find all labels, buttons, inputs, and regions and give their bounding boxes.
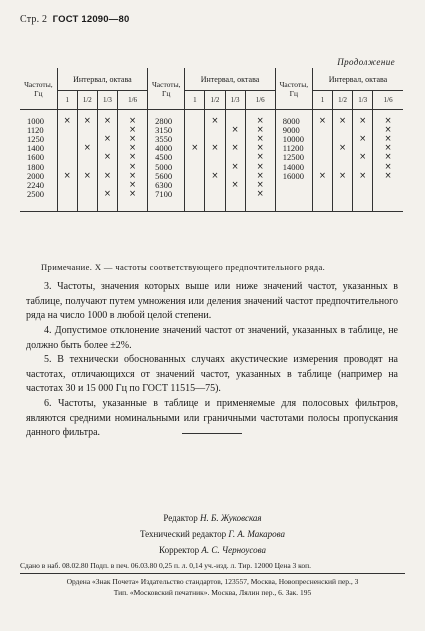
preferred-mark: × [97,172,117,181]
column-header-frequency: Частоты, Гц [20,68,57,110]
preferred-mark [57,144,77,153]
column-header-subinterval: 1/3 [225,91,245,110]
column-header-subinterval: 1/3 [97,91,117,110]
preferred-mark [205,153,225,162]
column-header-subinterval: 1 [57,91,77,110]
frequency-value: 12500 [275,153,312,162]
preferred-mark [57,135,77,144]
column-header-subinterval: 1/6 [245,91,275,110]
preferred-mark: × [373,126,403,135]
page-header [20,14,405,25]
table-continuation-label: Продолжение [337,57,395,67]
preferred-mark: × [373,144,403,153]
preferred-mark [77,190,97,199]
frequency-value: 3150 [148,126,185,135]
preferred-mark: × [245,162,275,171]
preferred-mark: × [373,153,403,162]
table-row [20,126,403,135]
credits-block [0,510,425,558]
preferred-mark: × [225,181,245,190]
preferred-mark: × [353,172,373,181]
frequency-value: 16000 [275,172,312,181]
preferred-mark: × [353,153,373,162]
preferred-mark: × [245,190,275,199]
table-note: Примечание. Х — частоты соответствующего предпочтительного ряда. [41,262,326,272]
preferred-mark: × [117,190,147,199]
preferred-mark [77,181,97,190]
column-header-subinterval: 1 [312,91,332,110]
preferred-mark [185,126,205,135]
preferred-mark: × [225,144,245,153]
paragraph-6: 6. Частоты, указанные в таблице и применяемые для полосовых фильтров, являются средними номинальными или граничными частотами полосы пропускания данного фильтра. [26,398,398,438]
column-header-subinterval: 1/6 [373,91,403,110]
column-header-subinterval: 1/2 [205,91,225,110]
frequency-value: 14000 [275,162,312,171]
paragraph-3: 3. Частоты, значения которых выше или ниже значений частот, указанных в таблице, получают путем умножения или деления значений частот предпочтительного ряда на число 1000 в любой целой степени. [26,281,398,321]
preferred-mark: × [245,153,275,162]
preferred-mark [312,181,332,190]
preferred-mark [185,117,205,126]
imprint-printer: Тип. «Московский печатник». Москва, Лялин пер., 6. Зак. 195 [113,588,312,597]
frequency-value: 1600 [27,152,44,163]
preferred-mark: × [77,144,97,153]
preferred-mark [77,153,97,162]
preferred-mark: × [77,172,97,181]
preferred-mark: × [117,117,147,126]
preferred-mark [333,126,353,135]
preferred-mark [225,190,245,199]
frequency-value: 2800 [148,117,185,126]
preferred-mark [185,153,205,162]
preferred-mark [312,126,332,135]
preferred-mark: × [205,172,225,181]
column-header-subinterval: 1/2 [77,91,97,110]
imprint-publisher: Ордена «Знак Почета» Издательство стандартов, 123557, Москва, Новопресненский пер., 3 [66,577,359,586]
preferred-mark: × [117,153,147,162]
frequency-value: 1120 [27,125,44,136]
table-row [20,153,403,162]
preferred-mark [353,190,373,199]
preferred-mark [57,126,77,135]
column-header-interval: Интервал, октава [57,68,147,91]
preferred-mark: × [117,144,147,153]
preferred-mark [312,135,332,144]
frequency-value: 1250 [27,134,44,145]
table-row [20,190,403,199]
preferred-mark: × [97,153,117,162]
standard-number: ГОСТ 12090—80 [52,14,130,25]
preferred-mark [185,181,205,190]
preferred-mark: × [245,181,275,190]
preferred-mark: × [205,144,225,153]
preferred-mark: × [373,117,403,126]
frequency-table [20,68,403,212]
preferred-mark: × [97,117,117,126]
preferred-mark: × [245,144,275,153]
frequency-value: 5000 [148,162,185,171]
table-row [20,144,403,153]
column-header-interval: Интервал, октава [185,68,275,91]
frequency-value: 9000 [275,126,312,135]
column-header-subinterval: 1/3 [353,91,373,110]
preferred-mark [185,172,205,181]
preferred-mark: × [312,172,332,181]
preferred-mark: × [117,181,147,190]
preferred-mark: × [97,135,117,144]
preferred-mark: × [225,126,245,135]
column-header-subinterval: 1 [185,91,205,110]
preferred-mark [373,190,403,199]
column-header-subinterval: 1/6 [117,91,147,110]
frequency-value [275,190,312,199]
frequency-value: 2500 [27,188,44,199]
preferred-mark [205,181,225,190]
preferred-mark: × [245,172,275,181]
preferred-mark: × [245,117,275,126]
frequency-value: 4500 [148,153,185,162]
table-row [20,117,403,126]
frequency-value: 1800 [27,161,44,172]
preferred-mark [185,190,205,199]
preferred-mark: × [205,117,225,126]
frequency-value: 2240 [27,179,44,190]
preferred-mark: × [117,135,147,144]
column-header-frequency: Частоты, Гц [275,68,312,110]
preferred-mark: × [57,172,77,181]
paragraph-4: 4. Допустимое отклонение значений частот от значений, указанных в таблице, не должно быть более ±2%. [26,325,398,351]
table-row [20,181,403,190]
preferred-mark: × [373,172,403,181]
section-divider [182,433,242,434]
preferred-mark: × [117,162,147,171]
frequency-value: 2000 [27,170,44,181]
preferred-mark [77,126,97,135]
preferred-mark [57,181,77,190]
preferred-mark [353,181,373,190]
frequency-value: 1400 [27,143,44,154]
tech-editor-line: Технический редактор Г. А. Макарова [139,529,286,539]
preferred-mark: × [373,162,403,171]
preferred-mark [185,162,205,171]
imprint-print-data: Сдано в наб. 08.02.80 Подп. в печ. 06.03.80 0,25 п. л. 0,14 уч.-изд. л. Тир. 12000 Цена 3 коп. [20,560,405,574]
frequency-value: 7100 [148,190,185,199]
column-header-subinterval: 1/2 [333,91,353,110]
preferred-mark: × [333,144,353,153]
corrector-line: Корректор А. С. Черноусова [159,545,266,555]
preferred-mark [312,144,332,153]
preferred-mark [333,190,353,199]
preferred-mark: × [117,126,147,135]
preferred-mark [57,190,77,199]
preferred-mark [333,153,353,162]
frequency-value [275,181,312,190]
preferred-mark: × [373,135,403,144]
preferred-mark: × [245,126,275,135]
page-number: Стр. 2 [20,14,48,25]
frequency-value: 10000 [275,135,312,144]
preferred-mark: × [333,172,353,181]
paragraph-5: 5. В технически обоснованных случаях акустические измерения проводят на частотах, отличающихся от значений частот, указанных в таблице (например на частотах 30 и 15 000 Гц по ГОСТ 11515—75). [26,354,398,394]
preferred-mark [312,153,332,162]
column-header-frequency: Частоты, Гц [148,68,185,110]
preferred-mark [205,190,225,199]
frequency-value: 11200 [275,144,312,153]
preferred-mark: × [333,117,353,126]
preferred-mark [333,181,353,190]
frequency-value: 4000 [148,144,185,153]
preferred-mark: × [245,135,275,144]
preferred-mark: × [312,117,332,126]
preferred-mark [57,153,77,162]
preferred-mark [373,181,403,190]
preferred-mark: × [77,117,97,126]
preferred-mark: × [353,117,373,126]
column-header-interval: Интервал, октава [312,68,403,91]
frequency-value: 3550 [148,135,185,144]
preferred-mark: × [57,117,77,126]
editor-line: Редактор Н. Б. Жуковская [163,513,262,523]
preferred-mark: × [117,172,147,181]
frequency-value: 8000 [275,117,312,126]
preferred-mark [205,126,225,135]
preferred-mark: × [353,135,373,144]
frequency-value: 5600 [148,172,185,181]
table-row [20,172,403,181]
frequency-value: 1000 [27,116,44,127]
preferred-mark: × [97,190,117,199]
preferred-mark: × [225,162,245,171]
preferred-mark: × [185,144,205,153]
frequency-value: 6300 [148,181,185,190]
preferred-mark [312,190,332,199]
